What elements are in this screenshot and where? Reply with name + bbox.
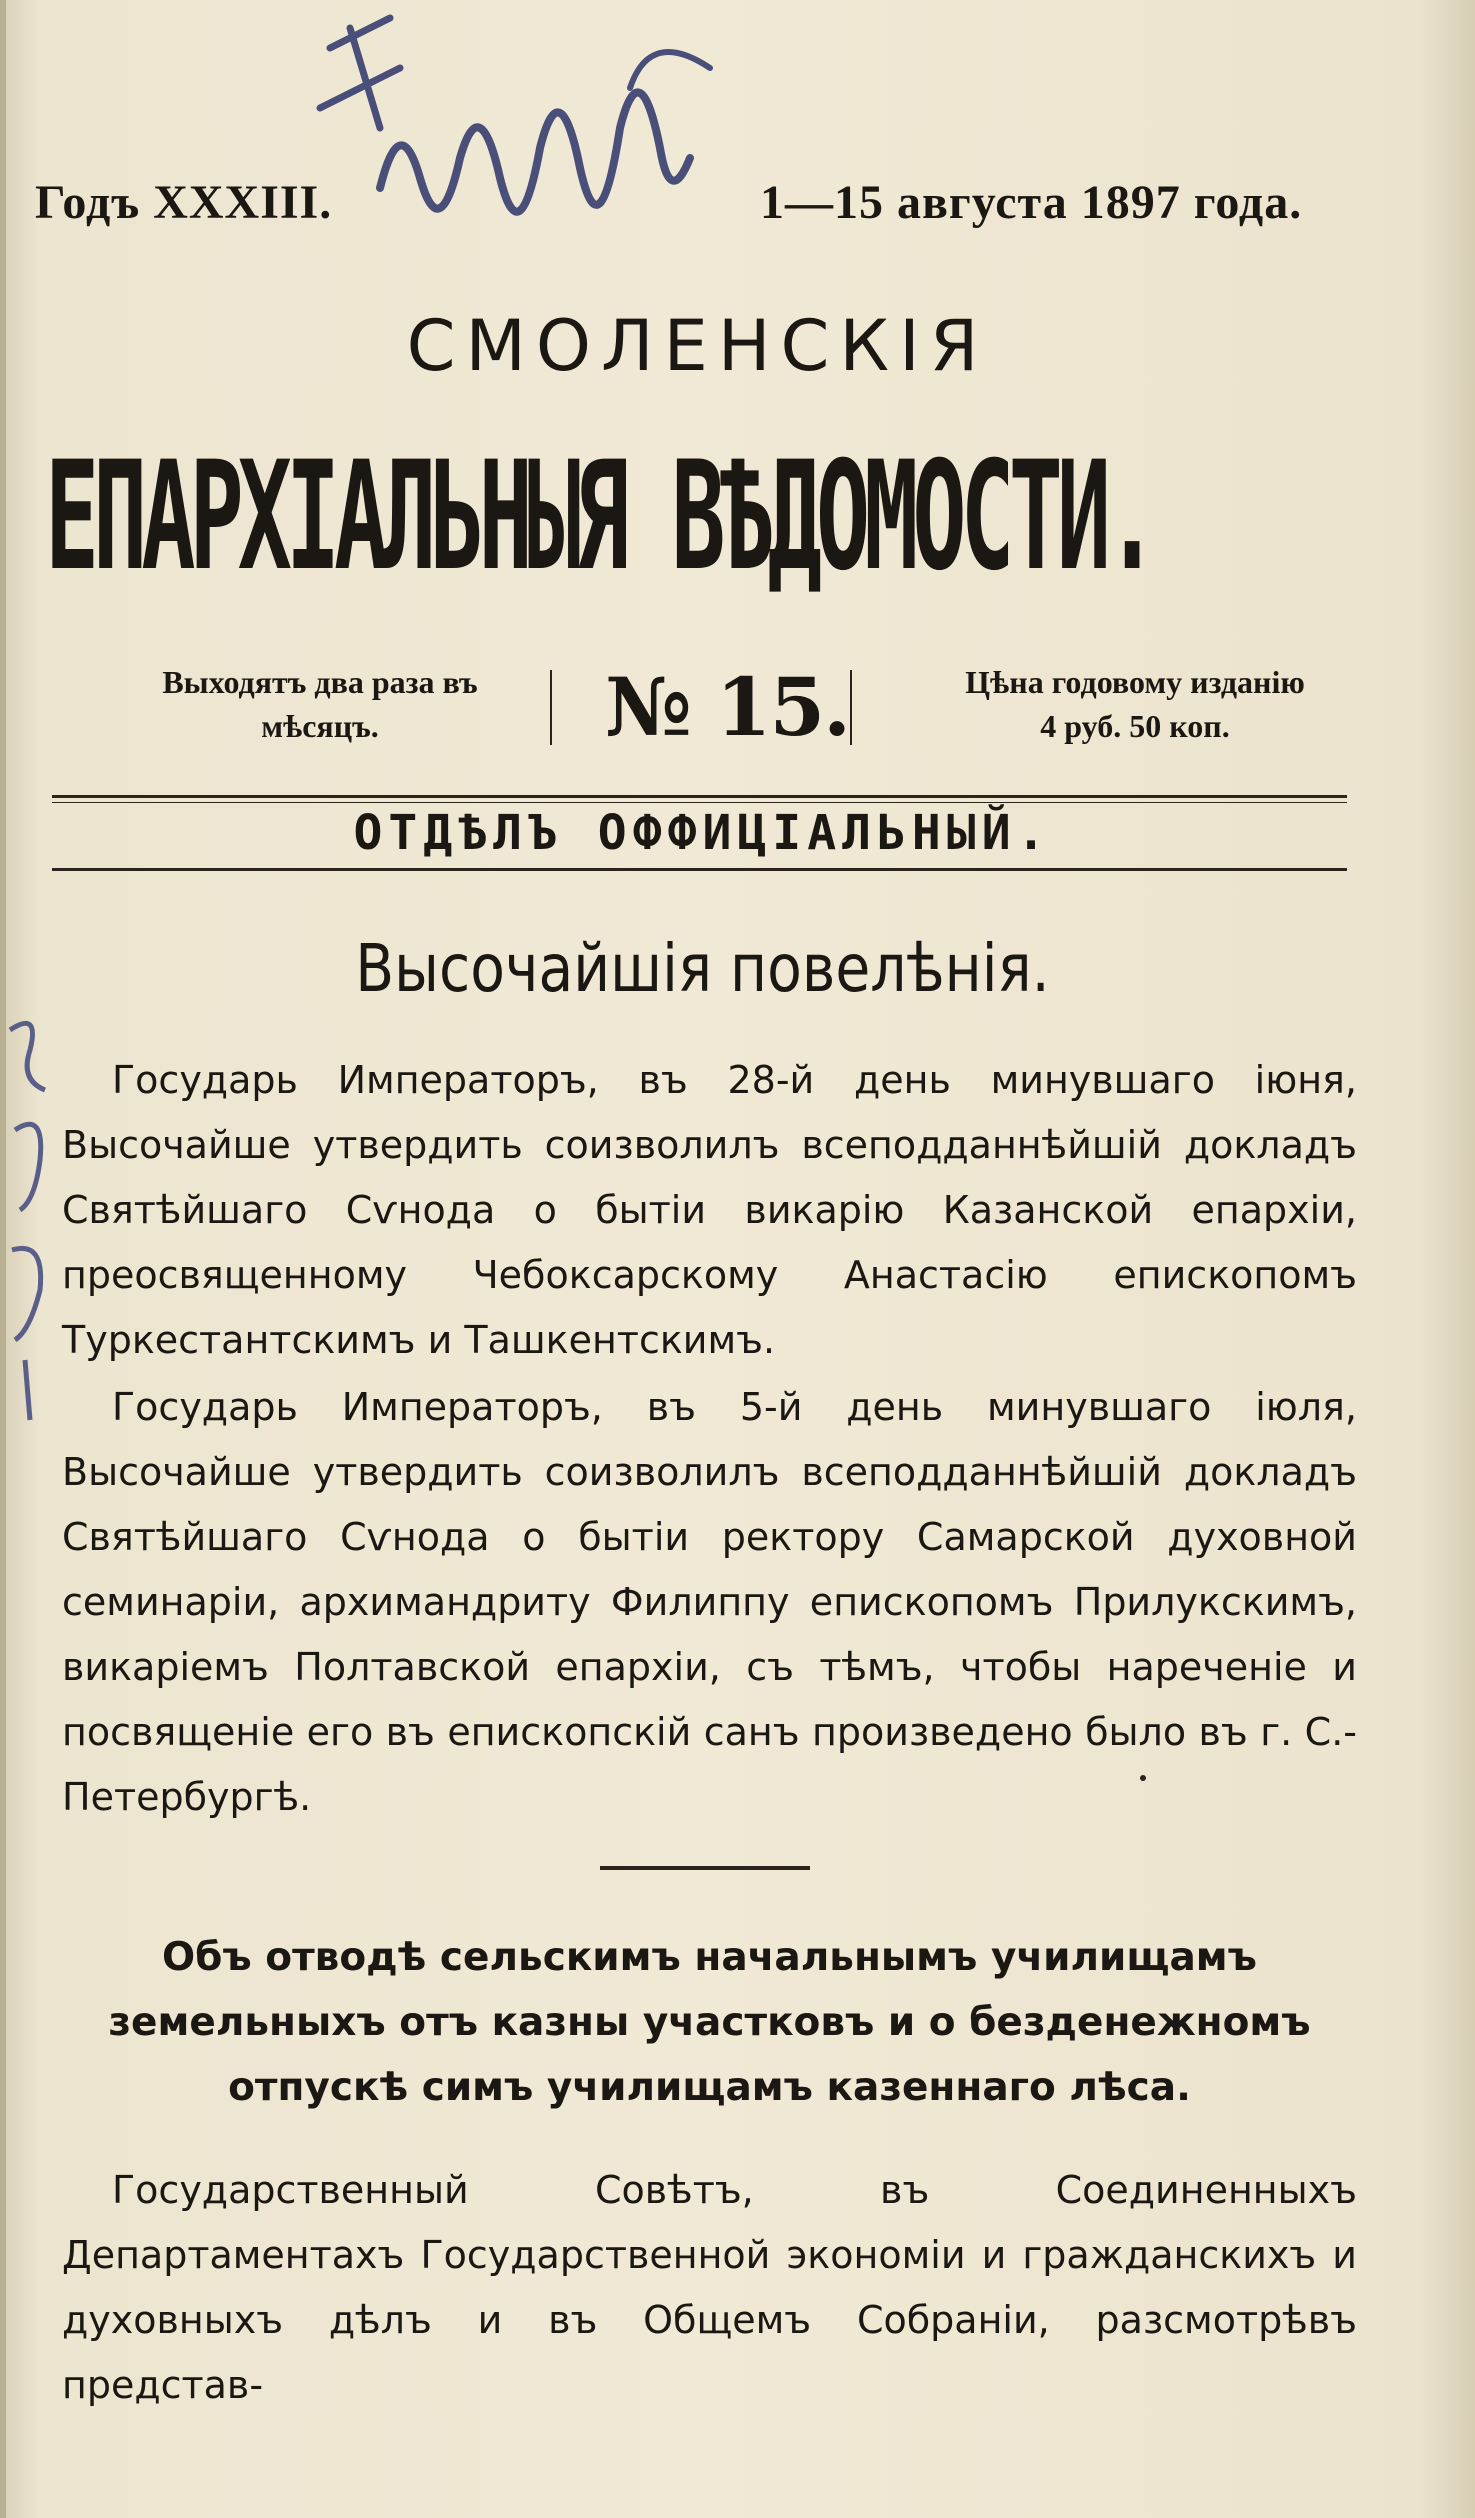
- divider: [850, 670, 852, 745]
- top-rule-thin: [52, 802, 1347, 803]
- bottom-rule: [52, 868, 1347, 871]
- section-title: ОТДѢЛЪ ОФФИЦІАЛЬНЫЙ.: [353, 805, 1052, 861]
- masthead-header-row: [30, 175, 1350, 245]
- separator-rule: [600, 1866, 810, 1870]
- price-note: [910, 660, 1360, 748]
- price-line1: Цѣна годовому изданію: [965, 664, 1305, 700]
- article-heading: Объ отводѣ сельскимъ начальнымъ училищамъ земельныхъ отъ казны участковъ и о безденежномъ отпускѣ симъ училищамъ казеннаго лѣса.: [108, 1935, 1311, 2110]
- frequency-line2: мѣсяцъ.: [261, 708, 379, 744]
- margin-annotation-icon: [0, 1010, 60, 1430]
- article-paragraph: Государственный Совѣтъ, въ Соединенныхъ Департаментахъ Государственной экономіи и гражданскихъ и духовныхъ дѣлъ и въ Общемъ Собраніи, разсмотрѣвъ представ-: [62, 2168, 1357, 2407]
- publication-title-line2: ЕПАРХІАЛЬНЫЯ ВѢДОМОСТИ.: [45, 430, 1154, 604]
- publication-info-row: [60, 660, 1360, 770]
- frequency-note: [105, 660, 535, 748]
- publication-title-line1: СМОЛЕНСКІЯ: [406, 305, 989, 387]
- frequency-line1: Выходятъ два раза въ: [162, 664, 478, 700]
- handwritten-mark-icon: [310, 8, 730, 308]
- ink-speck: [1140, 1775, 1146, 1781]
- decree-paragraph: Государь Императоръ, въ 5-й день минувшаго іюля, Высочайше утвердить соизволилъ всеподданнѣйшій докладъ Святѣйшаго Сѵнода о бытіи ректору Самарской духовной семинаріи, архимандриту Филиппу епископомъ Прилукскимъ, викаріемъ Полтавской епархіи, съ тѣмъ, чтобы нареченіе и посвященіе его въ епископскій санъ произведено было въ г. С.-Петербургѣ.: [62, 1385, 1357, 1819]
- divider: [550, 670, 552, 745]
- price-line2: 4 руб. 50 коп.: [1040, 708, 1230, 744]
- decree-paragraph: Государь Императоръ, въ 28-й день минувшаго іюня, Высочайше утвердить соизволилъ всеподданнѣйшій докладъ Святѣйшаго Сѵнода о бытіи викарію Казанской епархіи, преосвященному Чебоксарскому Анастасію епископомъ Туркестантскимъ и Ташкентскимъ.: [62, 1058, 1357, 1362]
- year-label: Годъ XXXIII.: [35, 176, 333, 229]
- issue-number: № 15.: [605, 660, 849, 754]
- decrees-heading: Высочайшія повелѣнія.: [355, 930, 1050, 1007]
- top-rule: [52, 795, 1347, 798]
- issue-date: 1—15 августа 1897 года.: [760, 176, 1303, 229]
